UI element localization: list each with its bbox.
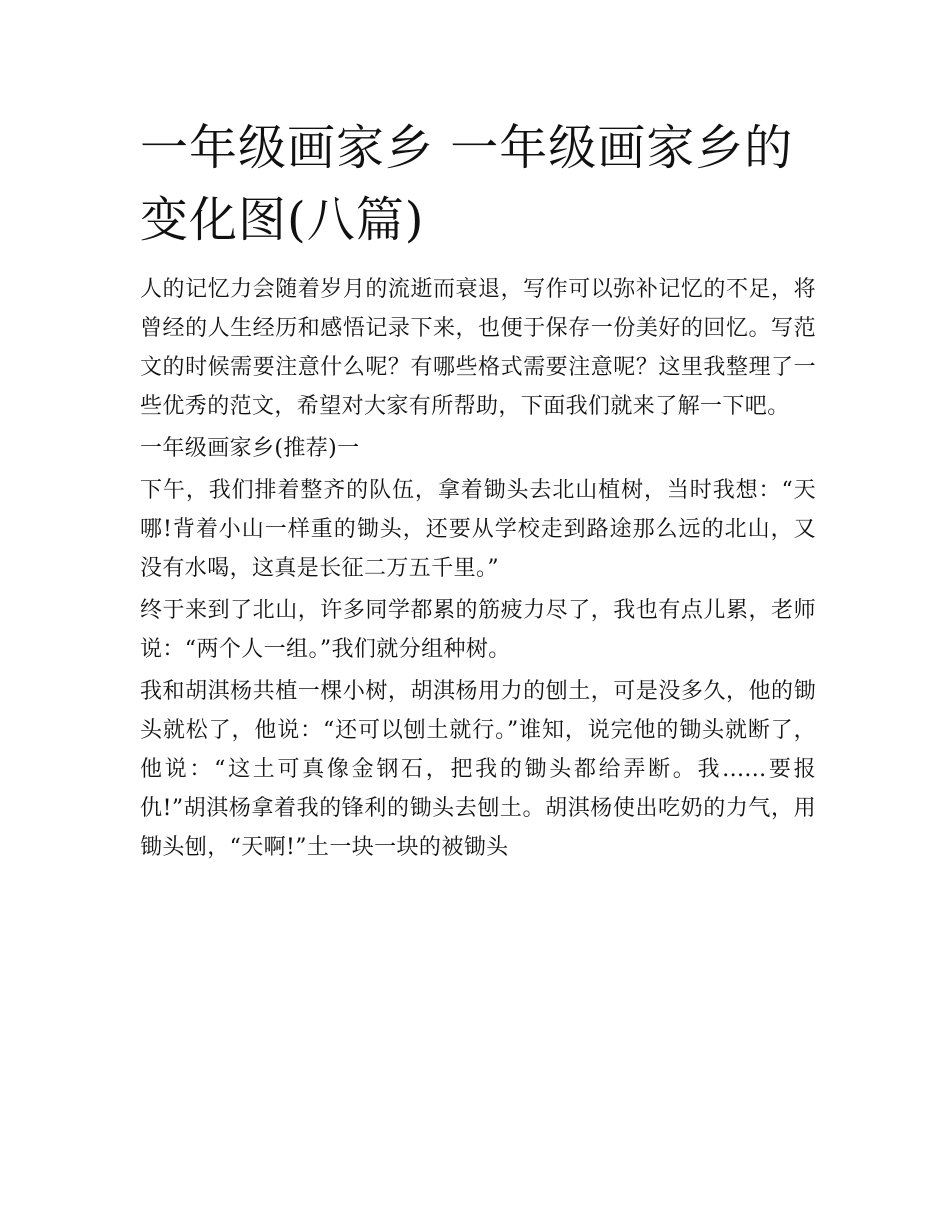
intro-paragraph: 人的记忆力会随着岁月的流逝而衰退，写作可以弥补记忆的不足，将曾经的人生经历和感悟记录下来，也便于保存一份美好的回忆。写范文的时候需要注意什么呢？有哪些格式需要注意呢？这里我整理了一些优秀的范文，希望对大家有所帮助，下面我们就来了解一下吧。 bbox=[140, 277, 816, 419]
document-title: 一年级画家乡 一年级画家乡的变化图(八篇) bbox=[140, 120, 794, 248]
body-paragraph-3: 我和胡淇杨共植一棵小树，胡淇杨用力的刨土，可是没多久，他的锄头就松了，他说：“还可以刨土就行。”谁知，说完他的锄头就断了，他说：“这土可真像金钢石，把我的锄头都给弄断。我......要报仇!”胡淇杨拿着我的锋利的锄头去刨土。胡淇杨使出吃奶的力气，用锄头刨，“天啊!”土一块一块的被锄头 bbox=[140, 679, 816, 860]
body-paragraph-1: 下午，我们排着整齐的队伍，拿着锄头去北山植树，当时我想：“天哪!背着小山一样重的锄头，还要从学校走到路途那么远的北山，又没有水喝，这真是长征二万五千里。” bbox=[140, 478, 816, 581]
document-body bbox=[140, 112, 816, 867]
body-paragraph-2: 终于来到了北山，许多同学都累的筋疲力尽了，我也有点儿累，老师说：“两个人一组。”我们就分组种树。 bbox=[140, 598, 816, 662]
section-heading: 一年级画家乡(推荐)一 bbox=[140, 436, 360, 461]
